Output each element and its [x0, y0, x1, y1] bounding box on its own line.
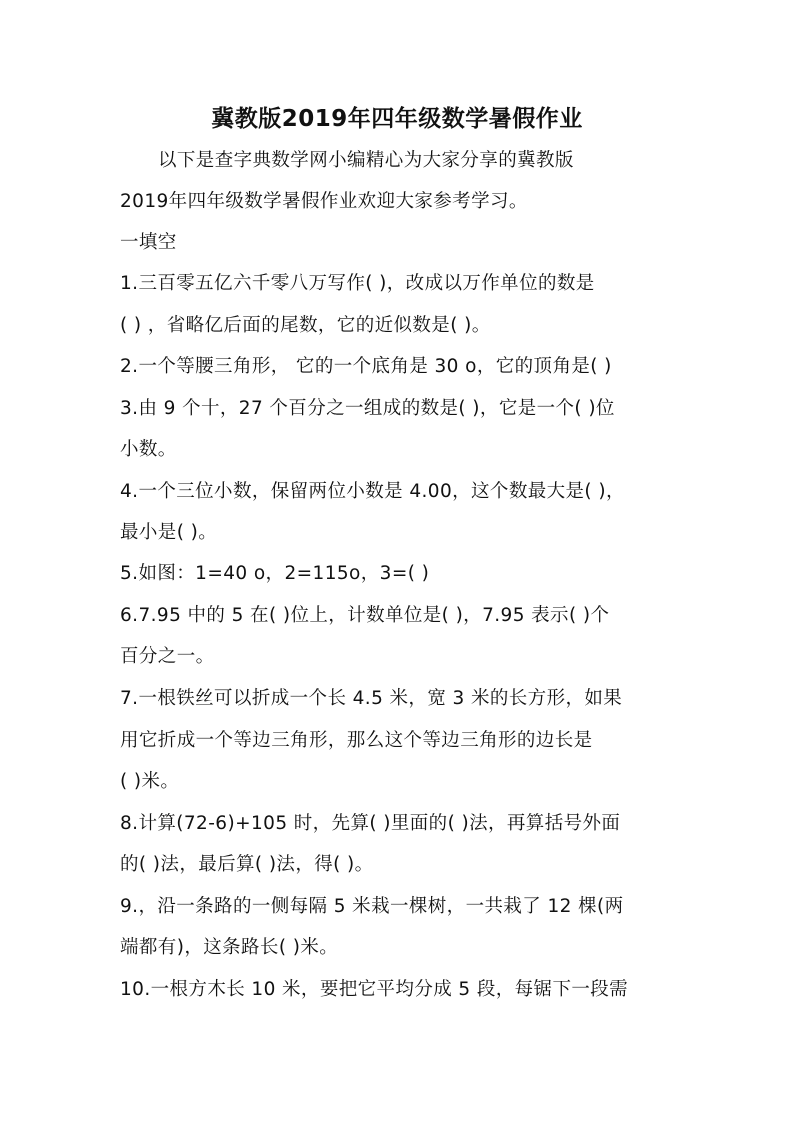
question-line: 3.由 9 个十，27 个百分之一组成的数是( )，它是一个( )位 — [120, 398, 615, 419]
question-line: 10.一根方木长 10 米，要把它平均分成 5 段，每锯下一段需 — [120, 979, 629, 1000]
intro-line-1: 以下是查字典数学网小编精心为大家分享的冀教版 — [158, 150, 574, 171]
question-line: 小数。 — [120, 439, 177, 460]
question-line: 用它折成一个等边三角形，那么这个等边三角形的边长是 — [120, 730, 593, 751]
intro-line-2: 2019年四年级数学暑假作业欢迎大家参考学习。 — [120, 191, 528, 212]
question-line: 9.，沿一条路的一侧每隔 5 米栽一棵树，一共栽了 12 棵(两 — [120, 896, 624, 917]
section-heading: 一填空 — [120, 232, 177, 253]
question-line: 1.三百零五亿六千零八万写作( )，改成以万作单位的数是 — [120, 273, 595, 294]
question-line: 6.7.95 中的 5 在( )位上，计数单位是( )，7.95 表示( )个 — [120, 605, 610, 626]
question-line: ( ) ，省略亿后面的尾数，它的近似数是( )。 — [120, 315, 491, 336]
question-line: 的( )法，最后算( )法，得( )。 — [120, 854, 374, 875]
question-line: 4.一个三位小数，保留两位小数是 4.00，这个数最大是( )， — [120, 481, 625, 502]
document-title: 冀教版2019年四年级数学暑假作业 — [211, 106, 583, 132]
question-line: ( )米。 — [120, 771, 180, 792]
question-line: 5.如图：1=40 o，2=115o，3=( ) — [120, 563, 430, 584]
question-line: 8.计算(72-6)+105 时，先算( )里面的( )法，再算括号外面 — [120, 813, 621, 834]
question-line: 最小是( )。 — [120, 522, 218, 543]
question-line: 2.一个等腰三角形， 它的一个底角是 30 o，它的顶角是( ) — [120, 356, 612, 377]
question-line: 7.一根铁丝可以折成一个长 4.5 米，宽 3 米的长方形，如果 — [120, 688, 623, 709]
question-line: 百分之一。 — [120, 646, 215, 667]
question-line: 端都有)，这条路长( )米。 — [120, 937, 339, 958]
